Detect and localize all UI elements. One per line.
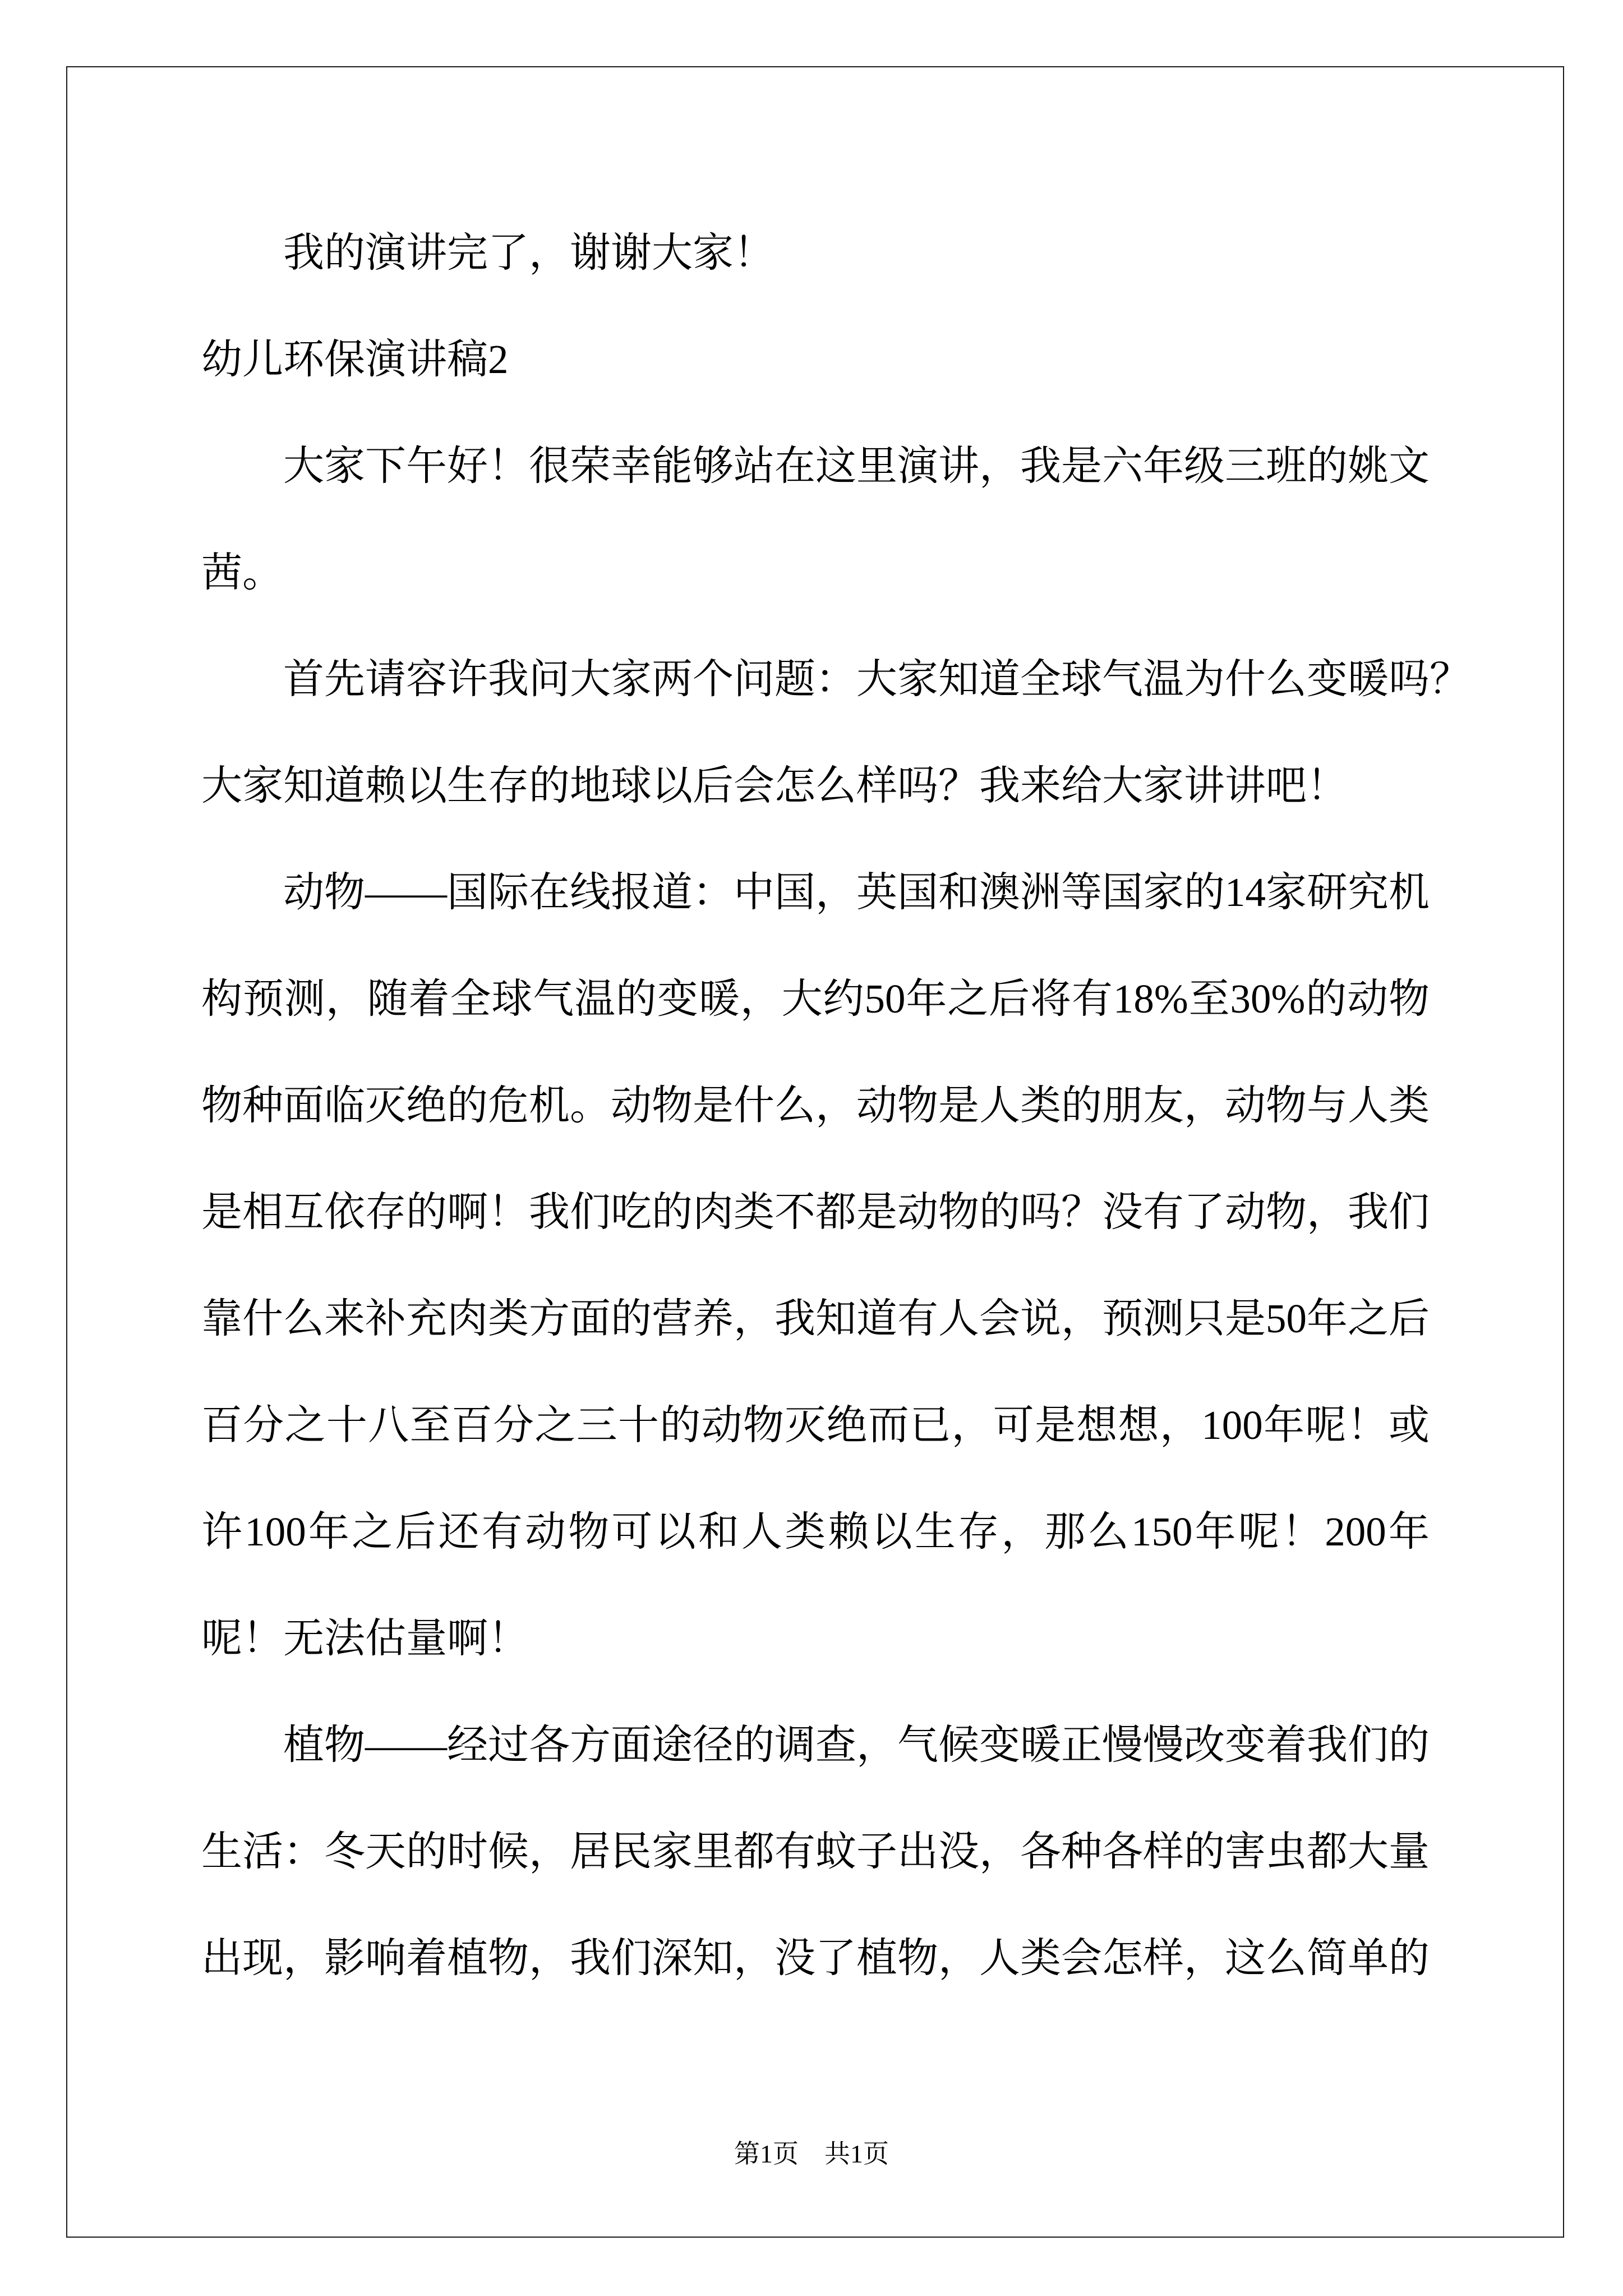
closing-paragraph xyxy=(201,200,1430,306)
paragraph-line: 是相互依存的啊！我们吃的肉类不都是动物的吗？没有了动物，我们 xyxy=(201,1189,1430,1235)
paragraph-line: 植物——经过各方面途径的调查，气候变暖正慢慢改变着我们的 xyxy=(283,1722,1430,1768)
paragraph-line: 出现，影响着植物，我们深知，没了植物，人类会怎样，这么简单的 xyxy=(201,1935,1430,1981)
paragraph-line: 我的演讲完了，谢谢大家！ xyxy=(283,230,774,275)
paragraph-line: 物种面临灭绝的危机。动物是什么，动物是人类的朋友，动物与人类 xyxy=(201,1083,1430,1128)
paragraph-line: 首先请容许我问大家两个问题：大家知道全球气温为什么变暖吗？ xyxy=(283,656,1470,702)
speech-title: 幼儿环保演讲稿2 xyxy=(201,337,509,382)
paragraph-line: 大家下午好！很荣幸能够站在这里演讲，我是六年级三班的姚文 xyxy=(283,443,1430,489)
paragraph-line: 茜。 xyxy=(201,550,283,595)
paragraph-line: 靠什么来补充肉类方面的营养，我知道有人会说，预测只是50年之后 xyxy=(201,1296,1430,1341)
paragraph-line: 许100年之后还有动物可以和人类赖以生存，那么150年呢！200年 xyxy=(201,1509,1430,1554)
paragraph-line: 大家知道赖以生存的地球以后会怎么样吗？我来给大家讲讲吧！ xyxy=(201,763,1348,808)
paragraph-greeting xyxy=(201,413,1430,626)
paragraph-plants xyxy=(201,1692,1430,2012)
paragraph-line: 生活：冬天的时候，居民家里都有蚊子出没，各种各样的害虫都大量 xyxy=(201,1829,1430,1874)
paragraph-questions xyxy=(201,626,1470,839)
page-body xyxy=(201,200,1470,2012)
paragraph-line: 构预测，随着全球气温的变暖，大约50年之后将有18%至30%的动物 xyxy=(201,976,1430,1022)
paragraph-line: 呢！无法估量啊！ xyxy=(201,1616,529,1661)
paragraph-line: 动物——国际在线报道：中国，英国和澳洲等国家的14家研究机 xyxy=(283,869,1430,915)
paragraph-line: 百分之十八至百分之三十的动物灭绝而已，可是想想，100年呢！或 xyxy=(201,1402,1430,1448)
page-number: 第1页 共1页 xyxy=(734,2139,889,2168)
paragraph-animals xyxy=(201,839,1430,1692)
